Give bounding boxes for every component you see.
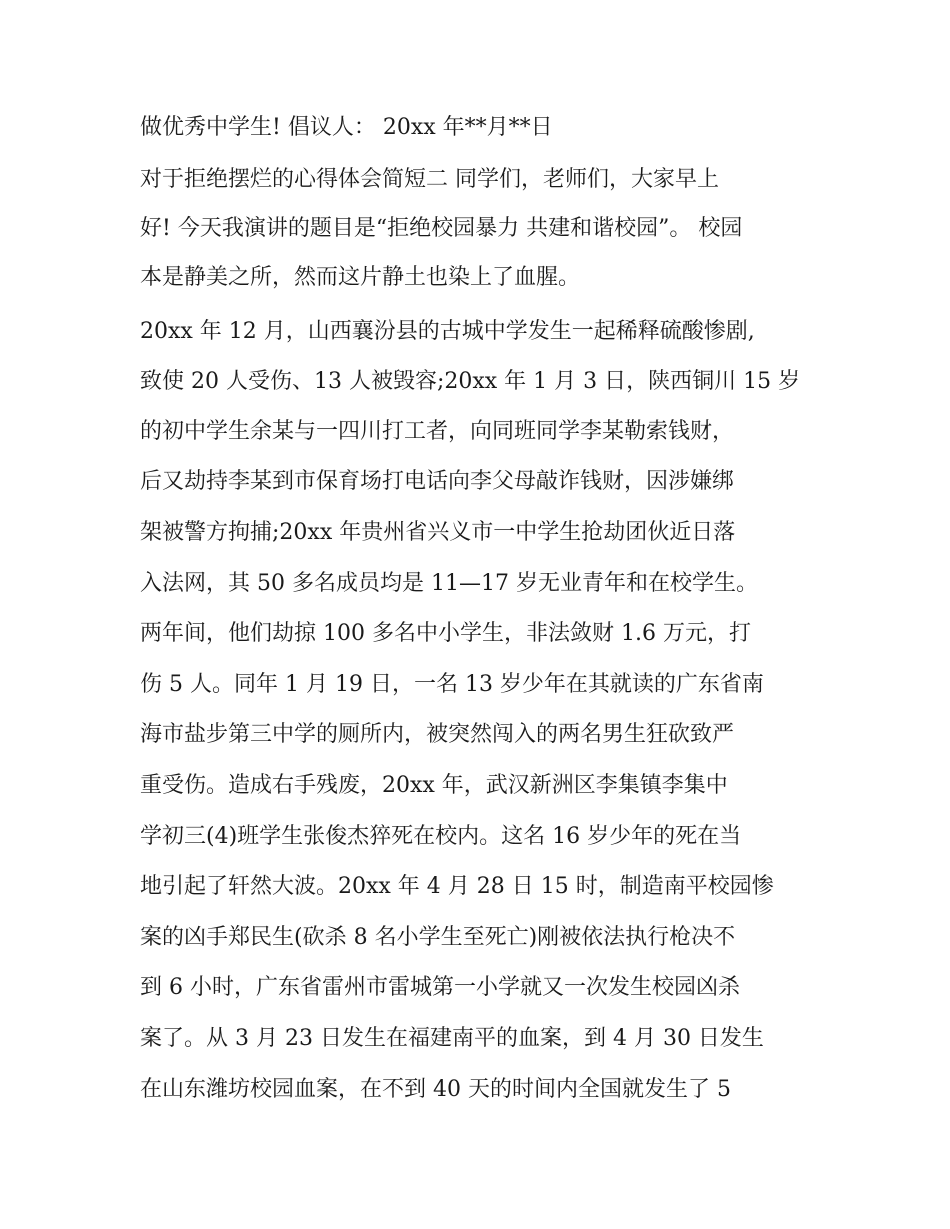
text-line: 架被警方拘捕;20xx 年贵州省兴义市一中学生抢劫团伙近日落 — [140, 520, 736, 545]
text-line: 到 6 小时，广东省雷州市雷城第一小学就又一次发生校园凶杀 — [140, 975, 740, 1000]
text-line: 入法网，其 50 多名成员均是 11—17 岁无业青年和在校学生。 — [140, 571, 758, 596]
text-line: 20xx 年 12 月，山西襄汾县的古城中学发生一起稀释硫酸惨剧, — [140, 319, 755, 344]
text-line: 地引起了轩然大波。20xx 年 4 月 28 日 15 时，制造南平校园惨 — [140, 874, 774, 899]
text-line: 后又劫持李某到市保育场打电话向李父母敲诈钱财，因涉嫌绑 — [140, 469, 735, 494]
text-line: 案的凶手郑民生(砍杀 8 名小学生至死亡)刚被依法执行枪决不 — [140, 925, 736, 950]
text-line: 案了。从 3 月 23 日发生在福建南平的血案，到 4 月 30 日发生 — [140, 1026, 764, 1051]
text-line: 重受伤。造成右手残废，20xx 年，武汉新洲区李集镇李集中 — [140, 773, 728, 798]
text-line: 学初三(4)班学生张俊杰猝死在校内。这名 16 岁少年的死在当 — [140, 824, 742, 849]
text-line: 两年间，他们劫掠 100 多名中小学生，非法敛财 1.6 万元，打 — [140, 621, 751, 646]
text-line: 海市盐步第三中学的厕所内，被突然闯入的两名男生狂砍致严 — [140, 722, 735, 747]
text-line: 伤 5 人。同年 1 月 19 日，一名 13 岁少年在其就读的广东省南 — [140, 672, 764, 697]
text-line: 在山东潍坊校园血案，在不到 40 天的时间内全国就发生了 5 — [140, 1077, 731, 1102]
text-line: 本是静美之所，然而这片静土也染上了血腥。 — [140, 265, 581, 290]
text-line: 的初中学生余某与一四川打工者，向同班同学李某勒索钱财， — [140, 419, 735, 444]
text-line: 对于拒绝摆烂的心得体会简短二 同学们，老师们，大家早上 — [140, 167, 719, 192]
text-line: 致使 20 人受伤、13 人被毁容;20xx 年 1 月 3 日，陕西铜川 15 岁 — [140, 369, 801, 394]
text-line: 做优秀中学生! 倡议人： 20xx 年**月**日 — [140, 115, 553, 140]
text-line: 好! 今天我演讲的题目是“拒绝校园暴力 共建和谐校园”。 校园 — [140, 216, 743, 241]
